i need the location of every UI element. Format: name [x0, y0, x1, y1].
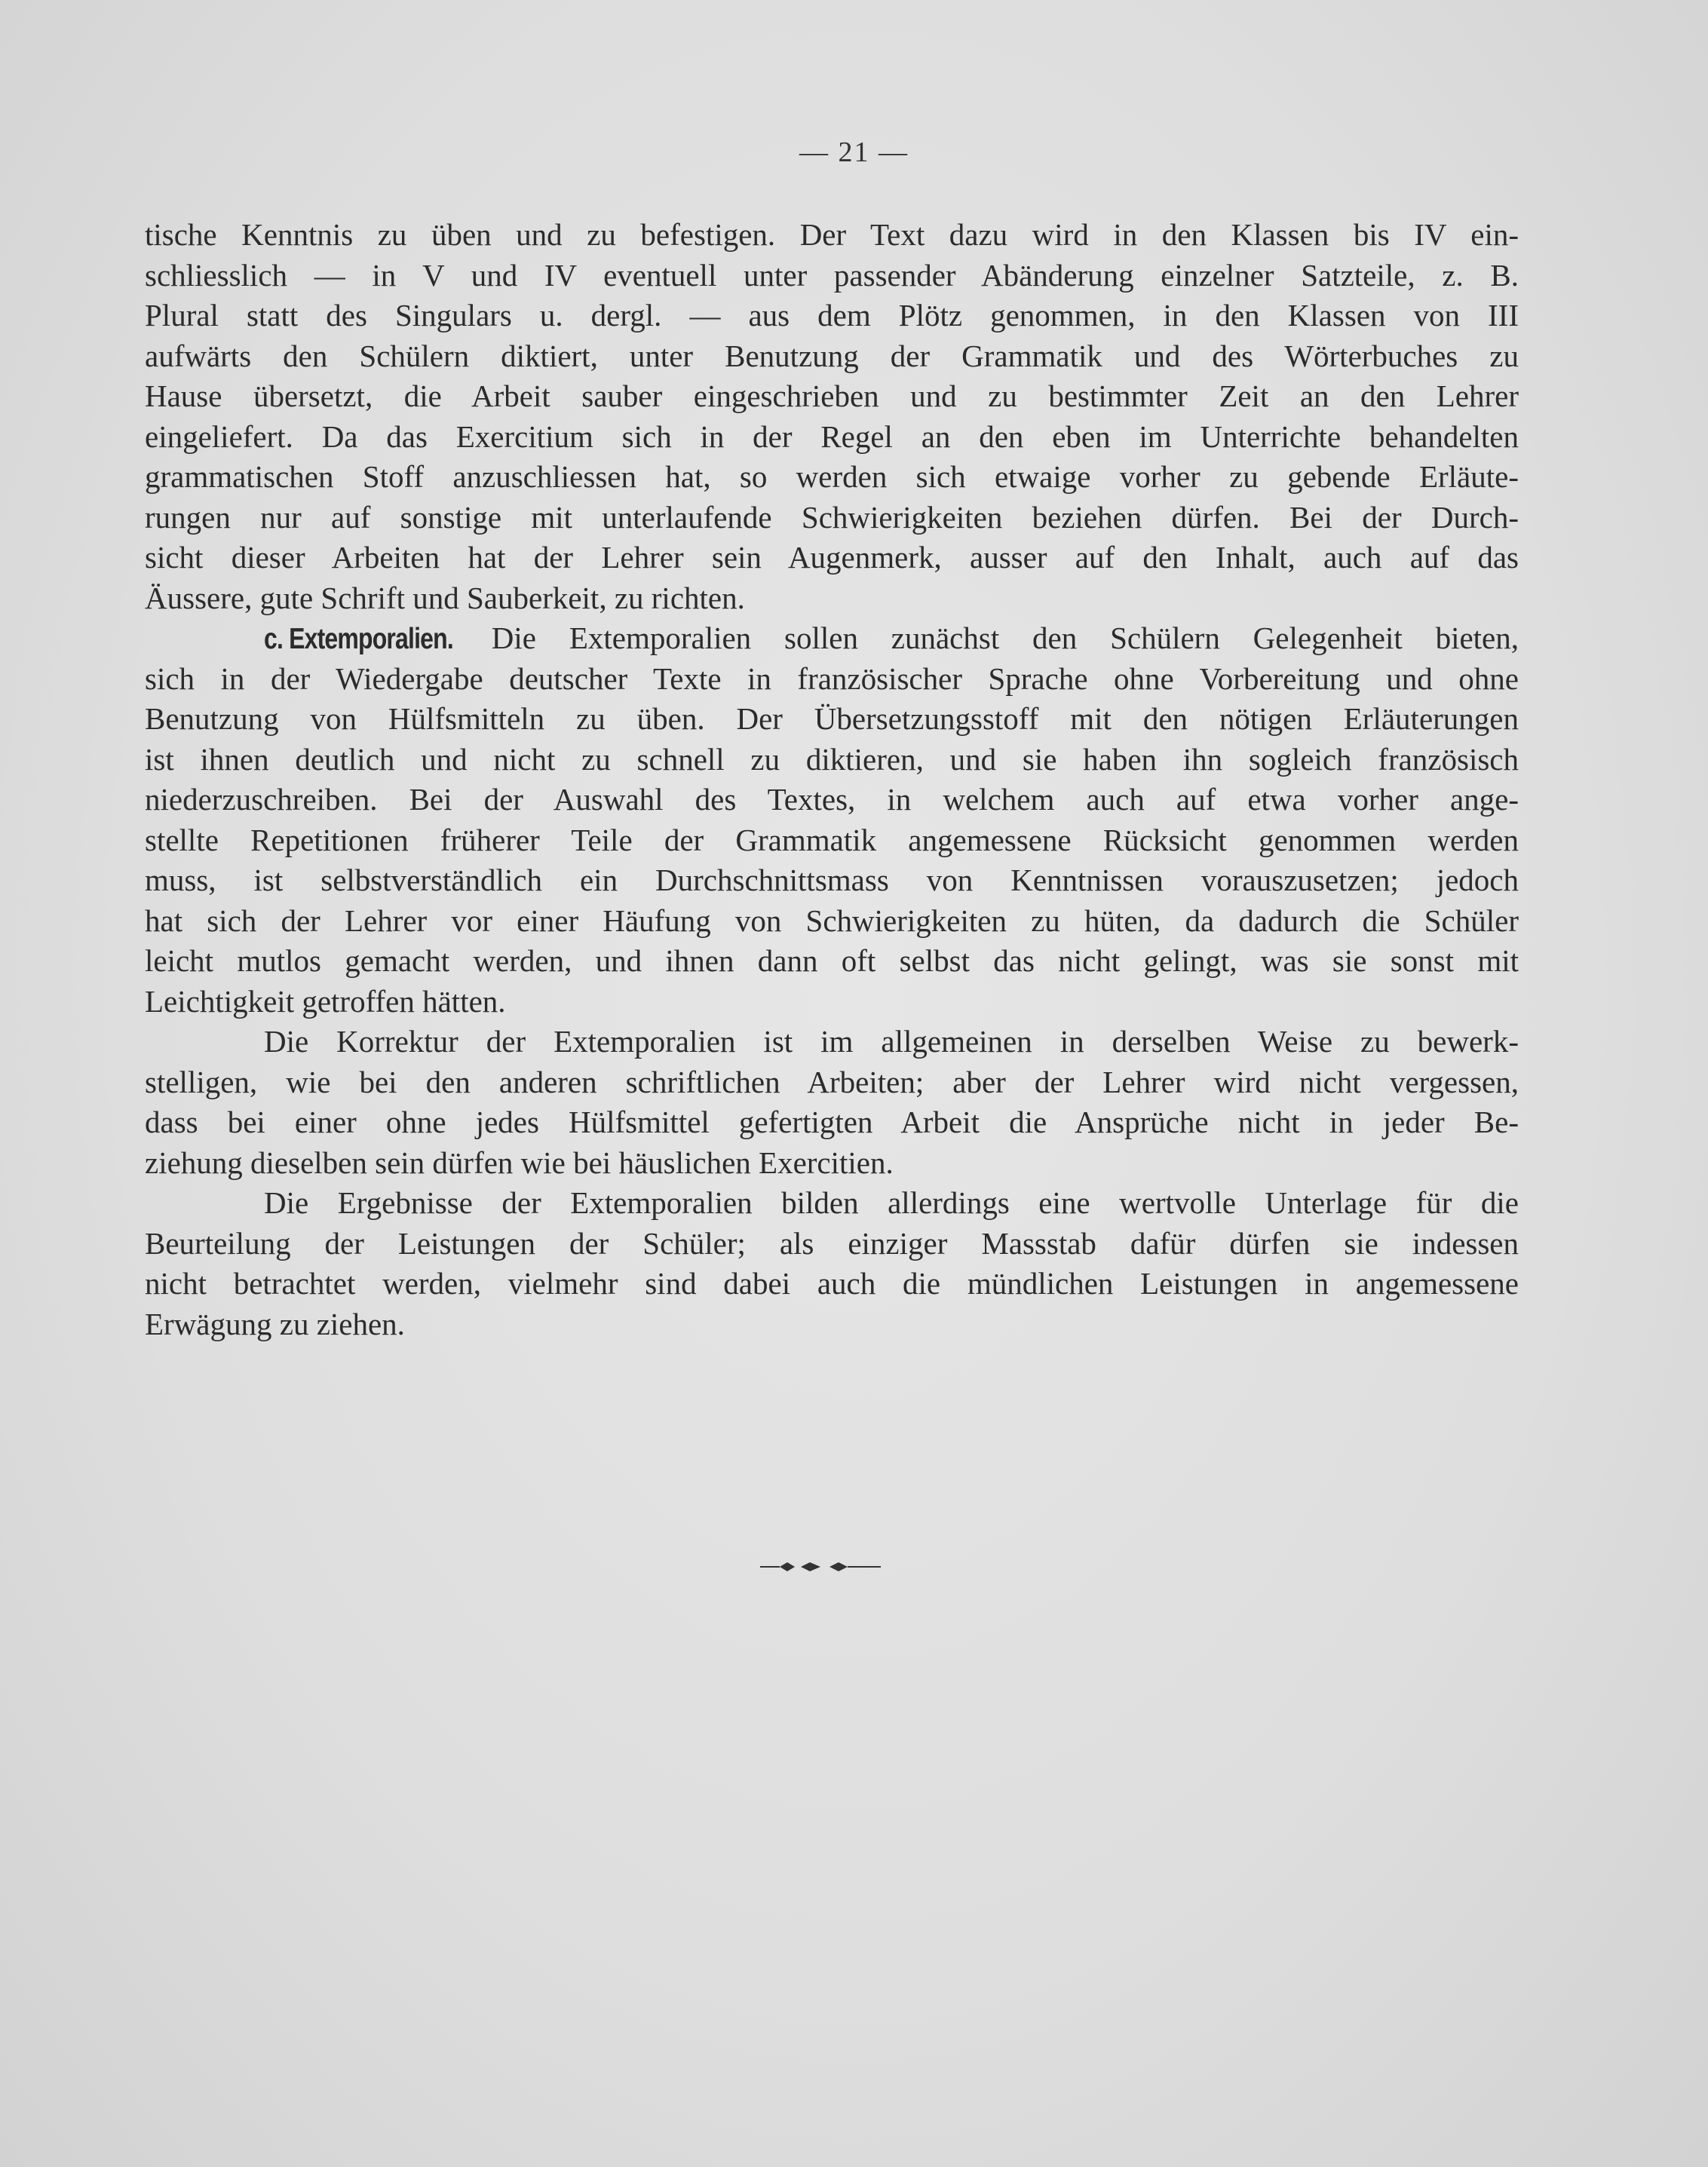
section-first-line-text: Die Extemporalien sollen zunächst den Schülern Gelegenheit bieten, — [491, 621, 1519, 655]
text-line: dass bei einer ohne jedes Hülfsmittel gefertigten Arbeit die Ansprüche nicht in jeder Be- — [145, 1105, 1519, 1139]
text-line: ziehung dieselben sein dürfen wie bei häuslichen Exercitien. — [145, 1145, 894, 1180]
text-line: Plural statt des Singulars u. dergl. — aus dem Plötz genommen, in den Klassen von III — [145, 298, 1519, 333]
text-line: Die Korrektur der Extemporalien ist im allgemeinen in derselben Weise zu bewerk- — [264, 1024, 1519, 1059]
text-line: Leichtigkeit getroffen hätten. — [145, 983, 506, 1019]
text-line: stellte Repetitionen früherer Teile der Grammatik angemessene Rücksicht genommen werden — [145, 822, 1519, 857]
text-line: tische Kenntnis zu üben und zu befestigen. Der Text dazu wird in den Klassen bis IV ein- — [145, 217, 1519, 252]
section-first-line — [145, 618, 1519, 659]
text-line: Erwägung zu ziehen. — [145, 1306, 405, 1341]
text-line: Äussere, gute Schrift und Sauberkeit, zu richten. — [145, 580, 745, 615]
text-line: muss, ist selbstverständlich ein Durchschnittsmass von Kenntnissen vorauszusetzen; jedoch — [145, 863, 1519, 897]
section-extemporalien — [145, 618, 1519, 1022]
text-line: ist ihnen deutlich und nicht zu schnell zu diktieren, und sie haben ihn sogleich französisch — [145, 741, 1519, 777]
section-heading: c. Extemporalien. — [264, 623, 453, 655]
text-line: hat sich der Lehrer vor einer Häufung von Schwierigkeiten zu hüten, da dadurch die Schüler — [145, 903, 1519, 938]
paragraph-korrektur — [145, 1022, 1519, 1183]
text-line: Benutzung von Hülfsmitteln zu üben. Der Übersetzungsstoff mit den nötigen Erläuterungen — [145, 701, 1519, 736]
paragraph-ergebnisse — [145, 1183, 1519, 1344]
text-line: aufwärts den Schülern diktiert, unter Benutzung der Grammatik und des Wörterbuches zu — [145, 338, 1519, 373]
page-number: — 21 — — [799, 136, 909, 168]
text-line: Hause übersetzt, die Arbeit sauber eingeschrieben und zu bestimmter Zeit an den Lehrer — [145, 379, 1519, 413]
paragraph-exercitien — [145, 215, 1519, 618]
text-line: eingeliefert. Da das Exercitium sich in der Regel an den eben im Unterrichte behandelten — [145, 418, 1519, 454]
text-line: rungen nur auf sonstige mit unterlaufende Schwierigkeiten beziehen dürfen. Bei der Durch- — [145, 499, 1519, 535]
text-line: Beurteilung der Leistungen der Schüler; als einziger Massstab dafür dürfen sie indessen — [145, 1225, 1519, 1261]
text-line: sicht dieser Arbeiten hat der Lehrer sein Augenmerk, ausser auf den Inhalt, auch auf das — [145, 540, 1519, 575]
body-text — [145, 215, 1519, 1344]
text-line: grammatischen Stoff anzuschliessen hat, so werden sich etwaige vorher zu gebende Erläute- — [145, 459, 1519, 494]
text-line: sich in der Wiedergabe deutscher Texte in französischer Sprache ohne Vorbereitung und ohne — [145, 661, 1519, 696]
text-line: leicht mutlos gemacht werden, und ihnen dann oft selbst das nicht gelingt, was sie sonst mit — [145, 943, 1519, 978]
ornament-divider-icon — [760, 1559, 881, 1574]
text-line: schliesslich — in V und IV eventuell unter passender Abänderung einzelner Satzteile, z. B. — [145, 257, 1519, 293]
text-line: niederzuschreiben. Bei der Auswahl des Textes, in welchem auch auf etwa vorher ange- — [145, 782, 1519, 817]
text-line: Die Ergebnisse der Extemporalien bilden allerdings eine wertvolle Unterlage für die — [264, 1185, 1519, 1220]
text-line: nicht betrachtet werden, vielmehr sind dabei auch die mündlichen Leistungen in angemessene — [145, 1266, 1519, 1301]
text-line: stelligen, wie bei den anderen schriftlichen Arbeiten; aber der Lehrer wird nicht vergessen, — [145, 1064, 1519, 1099]
